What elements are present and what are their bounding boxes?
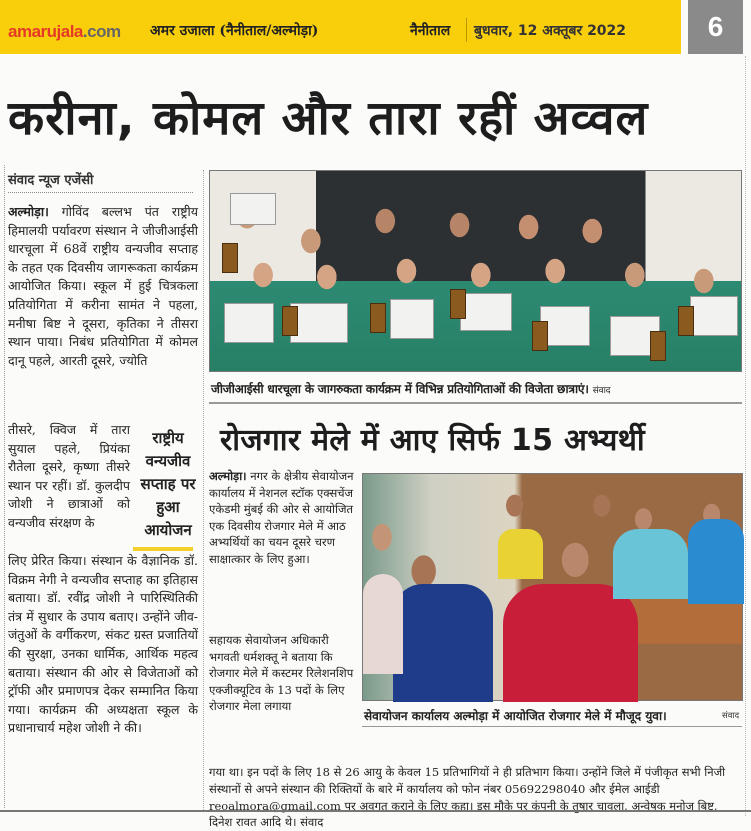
article2-photo-caption: सेवायोजन कार्यालय अल्मोड़ा में आयोजित रोजगार मेले में मौजूद युवा। bbox=[364, 709, 667, 723]
yellow-shirt-shape bbox=[498, 529, 543, 579]
article1-photo bbox=[209, 170, 742, 372]
article1-byline: संवाद न्यूज एजेंसी bbox=[8, 173, 94, 188]
right-margin-divider bbox=[745, 56, 746, 816]
article2-headline: रोजगार मेले में आए सिर्फ 15 अभ्यर्थी bbox=[220, 423, 645, 458]
trophy-shape bbox=[650, 331, 666, 361]
red-jacket-shape bbox=[503, 584, 638, 702]
page-number: 6 bbox=[688, 0, 743, 54]
column-divider bbox=[203, 170, 204, 810]
city-name: नैनीताल bbox=[410, 23, 451, 39]
certificate-shape bbox=[224, 303, 274, 343]
trophy-shape bbox=[282, 306, 298, 336]
trophy-shape bbox=[222, 243, 238, 273]
photo-credit: संवाद bbox=[592, 386, 611, 396]
pull-quote: राष्ट्रीय वन्यजीव सप्ताह पर हुआ आयोजन bbox=[140, 429, 196, 539]
edition-name: अमर उजाला (नैनीताल/अल्मोड़ा) bbox=[150, 23, 319, 39]
article2-body-part1: अल्मोड़ा। नगर के क्षेत्रीय सेवायोजन कार्यालय में नेशनल स्टॉक एक्सचेंज एकेडमी मुंबई की ओर से आयोजित एक दिवसीय रोजगार मेले में आठ अभ्यर्थियों का चयन दूसरे चरण साक्षात्कार के लिए हुआ। bbox=[209, 469, 354, 566]
certificate-shape bbox=[290, 303, 348, 343]
photo-credit: संवाद bbox=[722, 711, 740, 721]
page-bottom-rule bbox=[0, 810, 751, 818]
section-divider bbox=[209, 402, 742, 404]
article2-body-part2: सहायक सेवायोजन अधिकारी भगवती धर्मशक्तू ने बताया कि रोजगार मेले में कस्टमर रिलेशनशिप एक्जीक्यूटिव के 13 पदों के लिए रोजगार मेला लगाया bbox=[209, 633, 354, 713]
byline-divider bbox=[8, 192, 193, 193]
blue-shirt-shape bbox=[688, 519, 744, 604]
article2-body-part3: गया था। इन पदों के लिए 18 से 26 आयु के केवल 15 प्रतिभागियों ने ही प्रतिभाग किया। उन्होंने जिले में पंजीकृत सभी निजी संस्थानों से अपने संस्थान की रिक्तियों के बारे में कार्यालय को फोन नंबर 05692298040 और ईमेल आईडी reoalmora@gmail.com पर अवगत कराने के लिए कहा। इस मौके पर कंपनी के तुषार चावला, अन्वेषक मनोज बिष्ट, दिनेश रावत आदि थे। संवाद bbox=[209, 765, 726, 830]
article2-dateline: अल्मोड़ा। bbox=[209, 469, 247, 483]
site-logo[interactable]: amarujala.com bbox=[8, 22, 121, 41]
pull-quote-underline bbox=[133, 547, 193, 551]
certificate-shape bbox=[390, 299, 434, 339]
trophy-shape bbox=[678, 306, 694, 336]
trophy-shape bbox=[532, 321, 548, 351]
masthead bbox=[0, 0, 681, 54]
caption-divider bbox=[362, 726, 742, 727]
blue-jacket-shape bbox=[393, 584, 493, 702]
article1-dateline: अल्मोड़ा। bbox=[8, 204, 49, 219]
article1-body-part1: अल्मोड़ा। गोविंद बल्लभ पंत राष्ट्रीय हिमालयी पर्यावरण संस्थान ने जीजीआईसी धारचूला में 68वें राष्ट्रीय वन्यजीव सप्ताह के तहत एक दिवसीय जागरूकता कार्यक्रम आयोजित किया। स्कूल में हुई चित्रकला प्रतियोगिता में करीना सामंत ने पहला, मनीषा बिष्ट ने दूसरा, कृतिका ने तीसरा स्थान पाया। निबंध प्रतियोगिता में कोमल दानू पहले, आरती दूसरे, ज्योति bbox=[8, 204, 198, 368]
publication-date: बुधवार, 12 अक्तूबर 2022 bbox=[474, 23, 627, 39]
masthead-divider bbox=[466, 18, 467, 42]
article1-body-part2: तीसरे, क्विज में तारा सुयाल पहले, प्रियंका रौतेला दूसरे, कृष्णा तीसरे स्थान पर रहीं। डॉ. कुलदीप जोशी ने छात्राओं को वन्यजीव संरक्षण के bbox=[8, 422, 130, 530]
article1-photo-caption: जीजीआईसी धारचूला के जागरुकता कार्यक्रम में विभिन्न प्रतियोगिताओं की विजेता छात्राएं। संवाद bbox=[211, 382, 611, 396]
certificate-shape bbox=[690, 296, 738, 336]
trophy-shape bbox=[370, 303, 386, 333]
article1-headline: करीना, कोमल और तारा रहीं अव्वल bbox=[8, 91, 649, 146]
teal-fleece-shape bbox=[613, 529, 688, 599]
article1-body-part3: लिए प्रेरित किया। संस्थान के वैज्ञानिक डॉ. विक्रम नेगी ने वन्यजीव सप्ताह का इतिहास बताया। डॉ. रवींद्र जोशी ने पारिस्थितिकी तंत्र में सुधार के उपाय बताए। उन्होंने जीव-जंतुओं के वर्गीकरण, संकट ग्रस्त प्रजातियों की सुरक्षा, उनका धार्मिक, आर्थिक महत्व बताया। संस्थान की ओर से विजेताओं को ट्रॉफी और प्रमाणपत्र देकर सम्मानित किया गया। कार्यक्रम की अध्यक्षता स्कूल के प्रधानाचार्य महेश जोशी ने की। bbox=[8, 553, 198, 736]
certificate-shape bbox=[460, 293, 512, 331]
article2-photo bbox=[362, 473, 743, 701]
trophy-shape bbox=[450, 289, 466, 319]
certificate-shape bbox=[230, 193, 276, 225]
sweater-shape bbox=[363, 574, 403, 674]
